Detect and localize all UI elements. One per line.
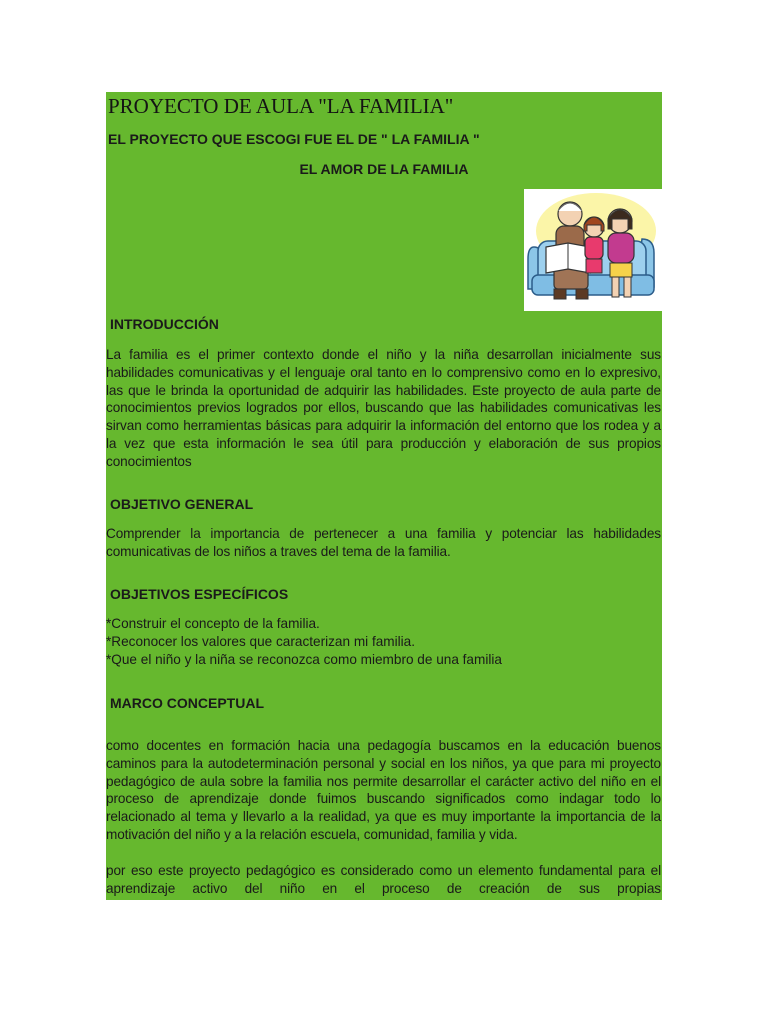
list-item: *Construir el concepto de la familia. [106,616,320,631]
marco-conceptual-paragraph-1: como docentes en formación hacia una pedagogía buscamos en la educación buenos caminos para la autodeterminación personal y social en los niños, ya que para mi proyecto pedagógico de aula sobre la familia nos permite desarrollar el carácter activo del niño en el proceso de aprendizaje donde fuimos buscando significados como indagar todo lo relacionado al tema y llevarlo a la realidad, ya que es muy importante la importancia de la motivación del niño y a la relación escuela, comunidad, familia y vida. [106,738,661,842]
family-illustration-icon [524,189,662,311]
marco-conceptual-paragraph-2: por eso este proyecto pedagógico es considerado como un elemento fundamental para el aprendizaje activo del niño en el proceso de creación de sus propias [106,863,661,896]
family-reading-illustration [524,189,662,311]
document-title: PROYECTO DE AULA "LA FAMILIA" [108,94,454,118]
document-panel [106,92,662,900]
objetivo-general-paragraph: Comprender la importancia de pertenecer a una familia y potenciar las habilidades comunicativas de los niños a traves del tema de la familia. [106,526,661,559]
heading-objetivo-general: OBJETIVO GENERAL [110,496,254,512]
list-item: *Reconocer los valores que caracterizan mi familia. [106,633,416,649]
project-subtitle: EL PROYECTO QUE ESCOGI FUE EL DE " LA FAMILIA " [108,131,480,147]
heading-marco-conceptual: MARCO CONCEPTUAL [110,695,264,711]
heading-introduccion: INTRODUCCIÓN [110,316,219,332]
introduccion-paragraph: La familia es el primer contexto donde el niño y la niña desarrollan inicialmente sus habilidades comunicativas y el lenguaje oral tanto en lo comprensivo como en lo expresivo, las que le brinda la oportunidad de adquirir las habilidades. Este proyecto de aula parte de conocimientos previos logrados por ellos, buscando que las habilidades comunicativas les sirvan como herramientas básicas para adquirir la información del entorno que los rodea y a la vez que esta información le sea útil para producción y elaboración de sus propios conocimientos [106,347,661,469]
centered-title: EL AMOR DE LA FAMILIA [299,161,469,177]
objetivos-especificos-list [106,615,661,668]
list-item: *Que el niño y la niña se reconozca como miembro de una familia [106,651,502,667]
heading-objetivos-especificos: OBJETIVOS ESPECÍFICOS [110,586,289,602]
